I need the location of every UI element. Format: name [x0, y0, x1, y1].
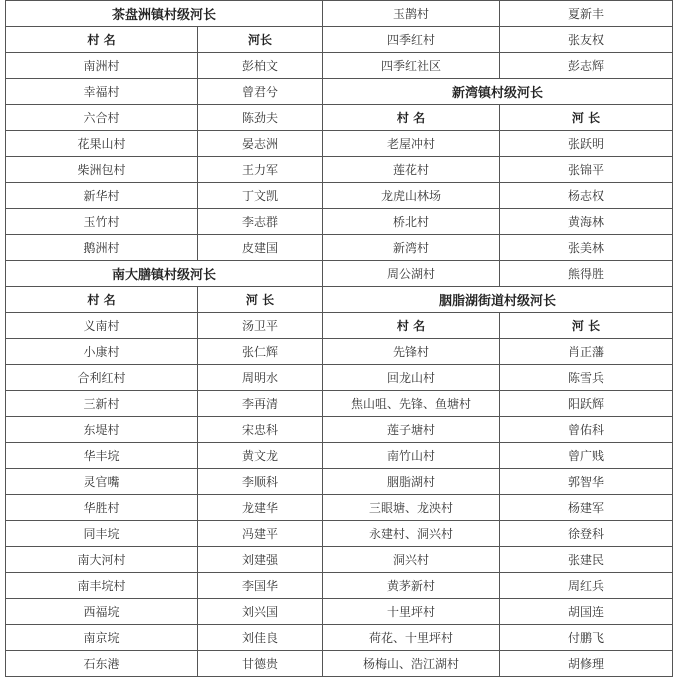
river-chief-cell: 陈雪兵 [500, 365, 673, 391]
table-row [6, 625, 323, 651]
village-cell: 幸福村 [6, 79, 198, 105]
village-cell: 南竹山村 [323, 443, 500, 469]
village-cell: 老屋冲村 [323, 131, 500, 157]
river-chief-cell: 张锦平 [500, 157, 673, 183]
village-cell: 六合村 [6, 105, 198, 131]
table-row [323, 599, 673, 625]
river-chief-cell: 张建民 [500, 547, 673, 573]
village-cell: 南洲村 [6, 53, 198, 79]
village-cell: 柴洲包村 [6, 157, 198, 183]
table-row [323, 521, 673, 547]
table-row [323, 339, 673, 365]
village-cell: 南丰垸村 [6, 573, 198, 599]
village-cell: 龙虎山林场 [323, 183, 500, 209]
section-title-row [6, 1, 323, 27]
table-row [323, 417, 673, 443]
village-cell: 小康村 [6, 339, 198, 365]
village-cell: 同丰垸 [6, 521, 198, 547]
village-cell: 三眼塘、龙泱村 [323, 495, 500, 521]
table-row [6, 365, 323, 391]
section-title: 新湾镇村级河长 [323, 79, 673, 105]
village-cell: 周公湖村 [323, 261, 500, 287]
village-cell: 莲花村 [323, 157, 500, 183]
table-row [6, 79, 323, 105]
river-chief-cell: 李国华 [198, 573, 323, 599]
river-chief-cell: 晏志洲 [198, 131, 323, 157]
table-row [6, 547, 323, 573]
river-chief-cell: 皮建国 [198, 235, 323, 261]
right-table [322, 0, 673, 677]
village-cell: 新湾村 [323, 235, 500, 261]
river-chief-cell: 刘建强 [198, 547, 323, 573]
village-cell: 回龙山村 [323, 365, 500, 391]
river-chief-cell: 付鹏飞 [500, 625, 673, 651]
village-cell: 永建村、洞兴村 [323, 521, 500, 547]
river-chief-header: 河 长 [198, 287, 323, 313]
river-chief-cell: 周红兵 [500, 573, 673, 599]
river-chief-cell: 汤卫平 [198, 313, 323, 339]
village-header: 村 名 [323, 313, 500, 339]
table-row [6, 105, 323, 131]
table-row [6, 469, 323, 495]
river-chief-cell: 胡国连 [500, 599, 673, 625]
village-cell: 焦山咀、先锋、鱼塘村 [323, 391, 500, 417]
river-chief-cell: 曾佑科 [500, 417, 673, 443]
section-title-row [6, 261, 323, 287]
river-chief-cell: 黄海林 [500, 209, 673, 235]
village-cell: 桥北村 [323, 209, 500, 235]
table-row [6, 391, 323, 417]
table-row [323, 495, 673, 521]
table-row [6, 235, 323, 261]
village-cell: 石东港 [6, 651, 198, 677]
river-chief-cell: 张美林 [500, 235, 673, 261]
table-row [323, 651, 673, 677]
section-title-row [323, 79, 673, 105]
river-chief-cell: 徐登科 [500, 521, 673, 547]
table-row [6, 651, 323, 677]
village-cell: 玉鹊村 [323, 1, 500, 27]
table-row [6, 495, 323, 521]
village-cell: 玉竹村 [6, 209, 198, 235]
table-row [323, 443, 673, 469]
table-row [323, 235, 673, 261]
table-row [323, 27, 673, 53]
village-cell: 花果山村 [6, 131, 198, 157]
river-chief-cell: 曾广贱 [500, 443, 673, 469]
village-cell: 西福垸 [6, 599, 198, 625]
village-cell: 灵官嘴 [6, 469, 198, 495]
river-chief-cell: 张友权 [500, 27, 673, 53]
river-chief-cell: 宋忠科 [198, 417, 323, 443]
river-chief-cell: 龙建华 [198, 495, 323, 521]
river-chief-cell: 郭智华 [500, 469, 673, 495]
village-cell: 黄茅新村 [323, 573, 500, 599]
river-chief-cell: 熊得胜 [500, 261, 673, 287]
table-row [323, 625, 673, 651]
left-table [5, 0, 323, 677]
village-cell: 莲子塘村 [323, 417, 500, 443]
river-chief-cell: 张仁辉 [198, 339, 323, 365]
river-chief-cell: 黄文龙 [198, 443, 323, 469]
table-row [6, 209, 323, 235]
table-row [6, 183, 323, 209]
table-row [323, 209, 673, 235]
section-title: 南大膳镇村级河长 [6, 261, 323, 287]
village-cell: 三新村 [6, 391, 198, 417]
river-chief-cell: 胡修理 [500, 651, 673, 677]
village-cell: 华胜村 [6, 495, 198, 521]
river-chief-cell: 杨建军 [500, 495, 673, 521]
village-header: 村 名 [6, 287, 198, 313]
column-header-row [323, 105, 673, 131]
village-cell: 义南村 [6, 313, 198, 339]
table-row [323, 469, 673, 495]
table-row [323, 131, 673, 157]
table-row [6, 53, 323, 79]
section-title-row [323, 287, 673, 313]
village-cell: 洞兴村 [323, 547, 500, 573]
river-chief-cell: 冯建平 [198, 521, 323, 547]
river-chief-cell: 刘兴国 [198, 599, 323, 625]
river-chief-cell: 彭志辉 [500, 53, 673, 79]
village-cell: 十里坪村 [323, 599, 500, 625]
village-cell: 华丰垸 [6, 443, 198, 469]
village-cell: 荷花、十里坪村 [323, 625, 500, 651]
village-cell: 合利红村 [6, 365, 198, 391]
table-row [323, 157, 673, 183]
table-row [6, 417, 323, 443]
section-title: 茶盘洲镇村级河长 [6, 1, 323, 27]
table-row [323, 1, 673, 27]
village-cell: 南京垸 [6, 625, 198, 651]
table-row [6, 599, 323, 625]
river-chief-header: 河长 [198, 27, 323, 53]
river-chief-cell: 杨志权 [500, 183, 673, 209]
river-chief-cell: 周明水 [198, 365, 323, 391]
table-row [323, 183, 673, 209]
river-chief-cell: 李再清 [198, 391, 323, 417]
village-cell: 东堤村 [6, 417, 198, 443]
column-header-row [6, 287, 323, 313]
table-row [323, 365, 673, 391]
river-chief-cell: 丁文凯 [198, 183, 323, 209]
table-row [6, 443, 323, 469]
village-cell: 先锋村 [323, 339, 500, 365]
village-cell: 四季红社区 [323, 53, 500, 79]
table-row [6, 157, 323, 183]
river-chief-header: 河 长 [500, 313, 673, 339]
river-chief-cell: 张跃明 [500, 131, 673, 157]
table-row [6, 339, 323, 365]
river-chief-cell: 王力军 [198, 157, 323, 183]
river-chief-cell: 曾君兮 [198, 79, 323, 105]
river-chief-cell: 阳跃辉 [500, 391, 673, 417]
river-chief-cell: 李顺科 [198, 469, 323, 495]
river-chief-cell: 彭柏文 [198, 53, 323, 79]
river-chief-cell: 李志群 [198, 209, 323, 235]
table-row [323, 261, 673, 287]
river-chief-header: 河 长 [500, 105, 673, 131]
river-chief-cell: 甘德贵 [198, 651, 323, 677]
river-chief-cell: 陈劲夫 [198, 105, 323, 131]
table-row [323, 391, 673, 417]
table-row [6, 313, 323, 339]
village-cell: 四季红村 [323, 27, 500, 53]
column-header-row [323, 313, 673, 339]
village-header: 村 名 [323, 105, 500, 131]
river-chief-cell: 肖正藩 [500, 339, 673, 365]
village-cell: 南大河村 [6, 547, 198, 573]
column-header-row [6, 27, 323, 53]
village-cell: 杨梅山、浩江湖村 [323, 651, 500, 677]
village-cell: 胭脂湖村 [323, 469, 500, 495]
river-chief-cell: 夏新丰 [500, 1, 673, 27]
table-row [6, 573, 323, 599]
village-header: 村 名 [6, 27, 198, 53]
table-row [323, 547, 673, 573]
section-title: 胭脂湖街道村级河长 [323, 287, 673, 313]
village-cell: 新华村 [6, 183, 198, 209]
table-row [6, 131, 323, 157]
table-row [323, 53, 673, 79]
table-row [6, 521, 323, 547]
table-row [323, 573, 673, 599]
river-chief-cell: 刘佳良 [198, 625, 323, 651]
village-cell: 鹅洲村 [6, 235, 198, 261]
